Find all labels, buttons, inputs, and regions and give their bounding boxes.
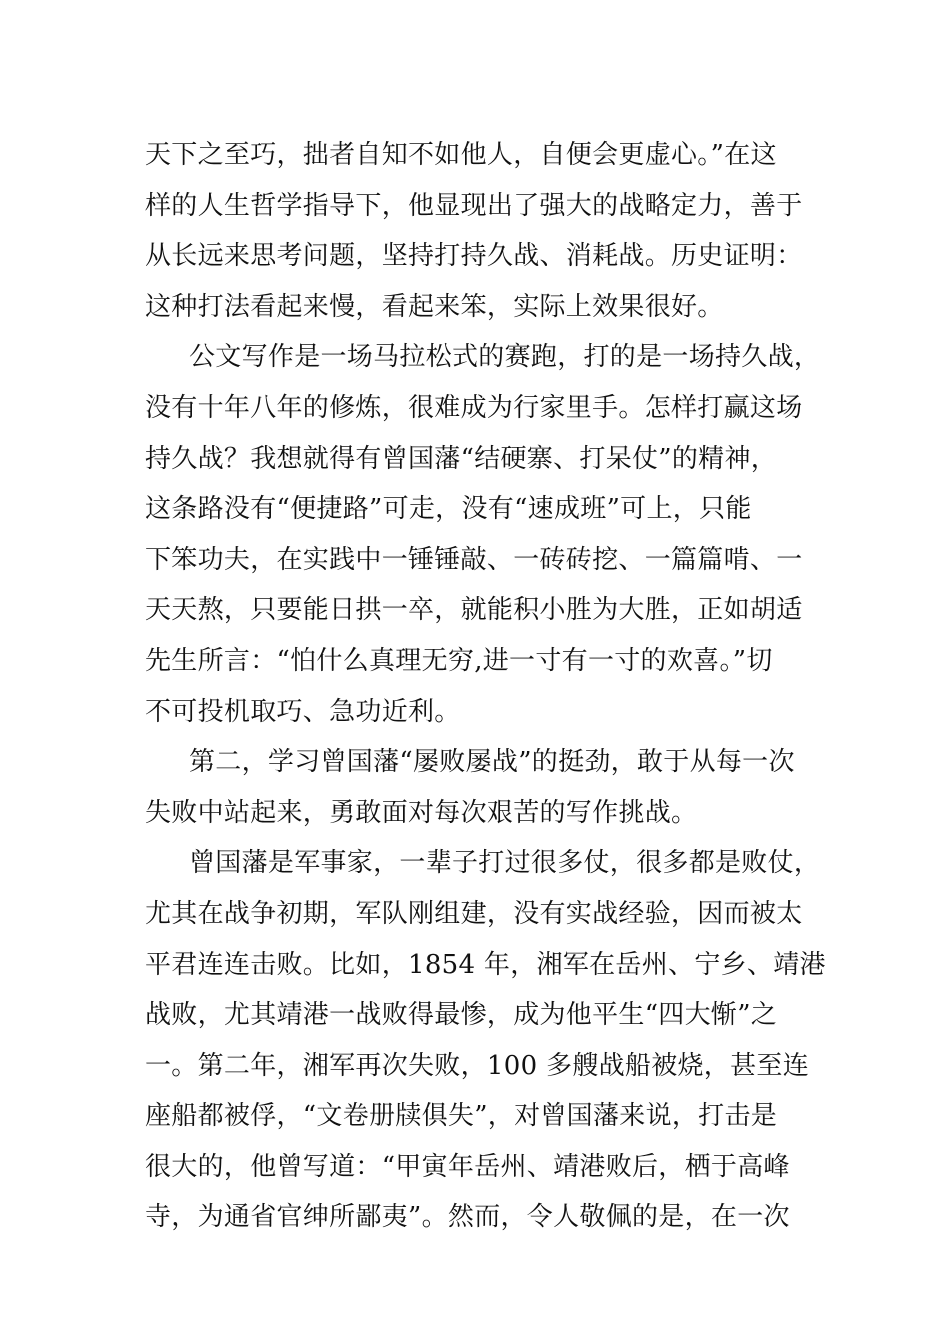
text-line: 先生所言：“怕什么真理无穷,进一寸有一寸的欢喜。”切 <box>145 645 773 676</box>
text-line: 很大的，他曾写道：“甲寅年岳州、靖港败后，栖于高峰 <box>145 1151 790 1182</box>
text-line: 天下之至巧，拙者自知不如他人，自便会更虚心。”在这 <box>145 140 777 170</box>
text-line: 持久战？我想就得有曾国藩“结硬寨、打呆仗”的精神， <box>145 443 778 474</box>
text-line: 这条路没有“便捷路”可走，没有“速成班”可上，只能 <box>145 494 752 525</box>
body-text <box>145 130 826 1243</box>
paragraph-first-line: 曾国藩是军事家，一辈子打过很多仗，很多都是败仗， <box>189 848 821 879</box>
text-line: 天天熬，只要能日拱一卒，就能积小胜为大胜，正如胡适 <box>145 595 803 626</box>
text-line: 尤其在战争初期，军队刚组建，没有实战经验，因而被太 <box>145 898 803 929</box>
text-line: 下笨功夫，在实践中一锤锤敲、一砖砖挖、一篇篇啃、一 <box>145 544 803 575</box>
text-line: 座船都被俘，“文卷册牍俱失”，对曾国藩来说，打击是 <box>145 1101 778 1132</box>
text-line: 没有十年八年的修炼，很难成为行家里手。怎样打赢这场 <box>145 392 803 423</box>
paragraph-first-line: 公文写作是一场马拉松式的赛跑，打的是一场持久战， <box>189 342 821 373</box>
text-line: 不可投机取巧、急功近利。 <box>145 696 461 727</box>
text-line: 一。第二年，湘军再次失败，100 多艘战船被烧，甚至连 <box>145 1050 809 1081</box>
paragraph-first-line: 第二，学习曾国藩“屡败屡战”的挺劲，敢于从每一次 <box>189 747 795 778</box>
text-line: 这种打法看起来慢，看起来笨，实际上效果很好。 <box>145 291 724 322</box>
text-line: 寺，为通省官绅所鄙夷”。然而，令人敬佩的是，在一次 <box>145 1202 790 1233</box>
text-line: 战败，尤其靖港一战败得最惨，成为他平生“四大惭”之 <box>145 1000 778 1031</box>
text-line: 样的人生哲学指导下，他显现出了强大的战略定力，善于 <box>145 190 803 221</box>
text-line: 平君连连击败。比如，1854 年，湘军在岳州、宁乡、靖港 <box>145 949 826 980</box>
text-line: 失败中站起来，勇敢面对每次艰苦的写作挑战。 <box>145 797 698 828</box>
text-line: 从长远来思考问题，坚持打持久战、消耗战。历史证明： <box>145 241 803 272</box>
